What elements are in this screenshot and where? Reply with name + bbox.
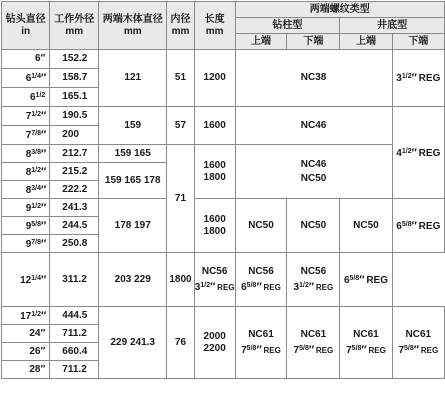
bit-size: $17^{1/2}''$	[2, 307, 50, 325]
thread-box-bottom-reg: $6^{5/8}''$ REG	[392, 199, 444, 253]
thread-pin-bottom: NC56 $6^{5/8}''$ REG	[235, 253, 287, 307]
thread-pin-top: NC61 $7^{5/8}''$ REG	[235, 307, 287, 379]
thread-box-top: NC61 $7^{5/8}''$ REG	[340, 307, 392, 379]
thread-nc46: NC46	[235, 107, 392, 145]
body-diameter: 159 165	[99, 145, 167, 163]
thread-nc46-nc50: NC46 NC50	[235, 145, 392, 199]
inner-diameter: 51	[167, 50, 195, 107]
thread-nc38: NC38	[235, 50, 392, 107]
thread-box-top: NC56 $3^{1/2}''$ REG	[287, 253, 340, 307]
length: 2000 2200	[194, 307, 235, 379]
table-row	[2, 253, 445, 307]
working-od: 212.7	[50, 145, 99, 163]
body-diameter: 229 241.3	[99, 307, 167, 379]
working-od: 200	[50, 126, 99, 145]
bit-size: $9^{5/8}''$	[2, 217, 50, 235]
working-od: 241.3	[50, 199, 99, 217]
bit-size: $6^{1/4}''$	[2, 69, 50, 88]
thread-box-top: NC50	[340, 199, 392, 253]
header-box-bottom: 下端	[392, 34, 444, 50]
header-length: 长度 mm	[194, 2, 235, 50]
working-od: 152.2	[50, 50, 99, 69]
length: 1600	[194, 107, 235, 145]
header-pin-type: 钻柱型	[235, 18, 340, 34]
bit-size: $7^{1/2}''$	[2, 107, 50, 126]
inner-diameter: 57	[167, 107, 195, 145]
bit-size: $9^{7/8}''$	[2, 235, 50, 253]
working-od: 215.2	[50, 163, 99, 181]
header-working-od: 工作外径 mm	[50, 2, 99, 50]
body-diameter: 159	[99, 107, 167, 145]
thread-box-bottom-reg: $3^{1/2}''$ REG	[392, 50, 444, 107]
drill-collar-spec-table	[1, 1, 445, 379]
length: 1800	[167, 253, 195, 307]
bit-size: 26″	[2, 343, 50, 361]
working-od: 158.7	[50, 69, 99, 88]
header-thread-type: 两端螺纹类型	[235, 2, 444, 18]
table-row	[2, 145, 445, 163]
header-inner-diameter: 内径 mm	[167, 2, 195, 50]
working-od: 660.4	[50, 343, 99, 361]
body-diameter: 178 197	[99, 199, 167, 253]
bit-size: 28″	[2, 361, 50, 379]
thread-pin-bottom: NC50	[287, 199, 340, 253]
bit-size: $7^{7/8}''$	[2, 126, 50, 145]
working-od: 444.5	[50, 307, 99, 325]
working-od: 165.1	[50, 88, 99, 107]
bit-size: 24″	[2, 325, 50, 343]
thread-pin-top: NC50	[235, 199, 287, 253]
header-body-diameter: 两端木体直径 mm	[99, 2, 167, 50]
working-od: 250.8	[50, 235, 99, 253]
thread-pin-top: NC56 $3^{1/2}''$ REG	[194, 253, 235, 307]
body-diameter: 159 165 178	[99, 163, 167, 199]
length: 1600 1800	[194, 145, 235, 199]
table-row	[2, 199, 445, 217]
header-bit-diameter: 钻头直径 in	[2, 2, 50, 50]
body-diameter: 121	[99, 50, 167, 107]
thread-box-bottom: NC61 $7^{5/8}''$ REG	[392, 307, 444, 379]
bit-size: $8^{3/4}''$	[2, 181, 50, 199]
length: 1600 1800	[194, 199, 235, 253]
table-container	[1, 1, 445, 379]
working-od: 711.2	[50, 361, 99, 379]
table-row	[2, 107, 445, 126]
inner-diameter: 71	[167, 145, 195, 253]
table-row	[2, 307, 445, 325]
length: 1200	[194, 50, 235, 107]
working-od: 190.5	[50, 107, 99, 126]
header-pin-bottom: 下端	[287, 34, 340, 50]
thread-box-bottom-reg: $6^{5/8}''$ REG	[340, 253, 392, 307]
bit-size: $8^{1/2}''$	[2, 163, 50, 181]
working-od: 711.2	[50, 325, 99, 343]
header-pin-top: 上端	[235, 34, 287, 50]
bit-size: $12^{1/4}''$	[2, 253, 50, 307]
thread-box-bottom-reg: $4^{1/2}''$ REG	[392, 107, 444, 199]
body-diameter: 203 229	[99, 253, 167, 307]
bit-size: $8^{3/8}''$	[2, 145, 50, 163]
bit-size: 6″	[2, 50, 50, 69]
working-od: 222.2	[50, 181, 99, 199]
table-row	[2, 50, 445, 69]
bit-size: $6^{1/2}$	[2, 88, 50, 107]
header-box-type: 井底型	[340, 18, 445, 34]
working-od: 244.5	[50, 217, 99, 235]
working-od: 311.2	[50, 253, 99, 307]
header-box-top: 上端	[340, 34, 392, 50]
bit-size: $9^{1/2}''$	[2, 199, 50, 217]
inner-diameter: 76	[167, 307, 195, 379]
thread-pin-bottom: NC61 $7^{5/8}''$ REG	[287, 307, 340, 379]
